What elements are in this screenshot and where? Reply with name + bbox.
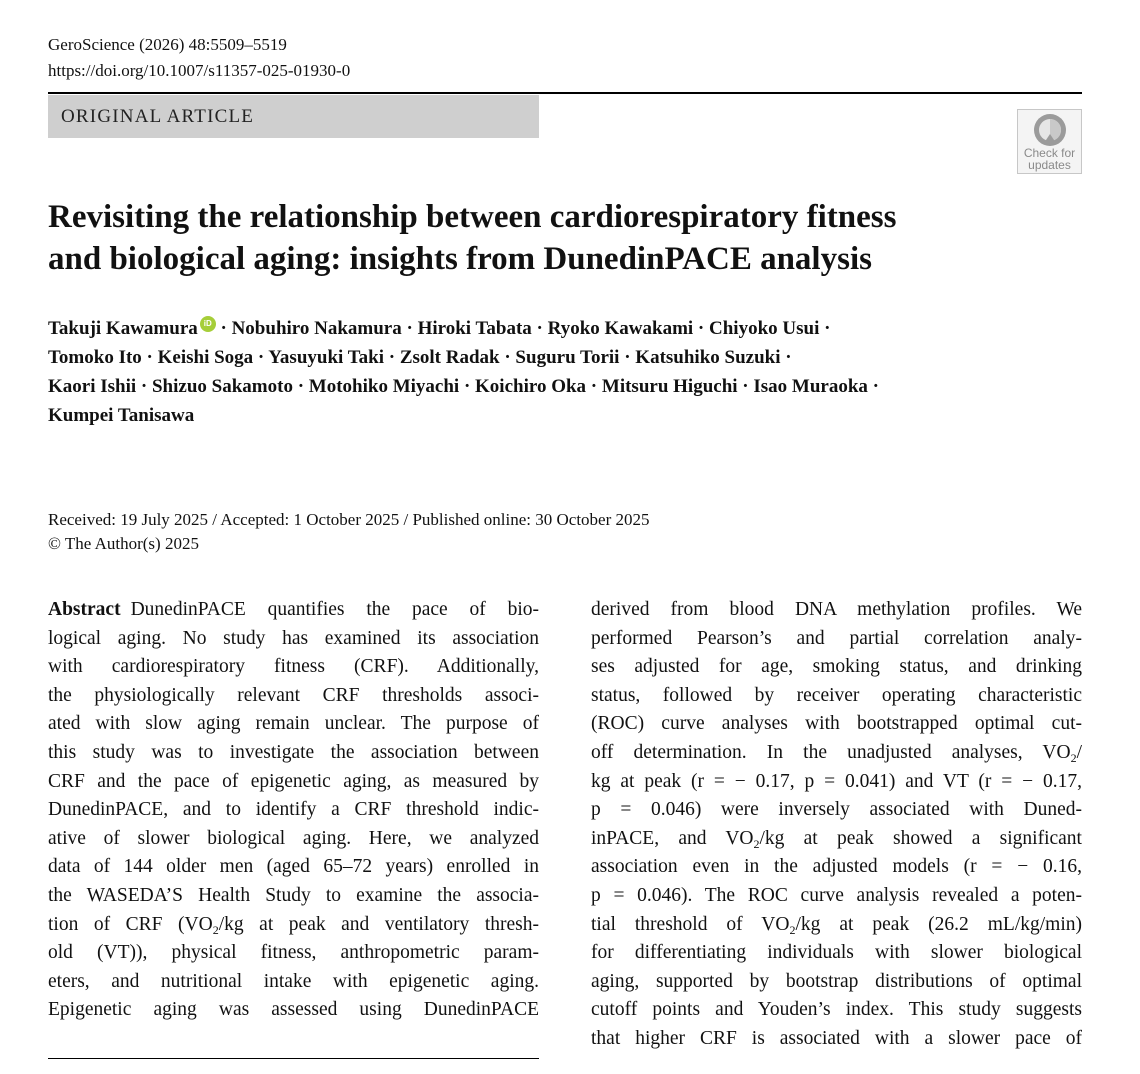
authors-line-3: Kaori Ishii · Shizuo Sakamoto · Motohiko Miyachi · Koichiro Oka · Mitsuru Higuchi · Isao Muraoka · [48,376,879,397]
abstract-right-line: inPACE, and $VO_2/kg$ at peak showed a significant [591,827,1082,851]
abstract-left-line: DunedinPACE, and to identify a CRF threshold indic- [48,799,539,821]
abstract-left-line: eters, and nutritional intake with epigenetic aging. [48,970,539,992]
abstract-right-line: association even in the adjusted models (r = − 0.16, [591,856,1082,878]
author-list [48,314,1088,430]
abstract-left-line: with cardiorespiratory fitness (CRF). Additionally, [48,656,539,678]
abstract-right-line: p = 0.046) were inversely associated with Duned- [591,799,1082,821]
publication-dates [48,508,650,556]
journal-citation: GeroScience (2026) 48:5509–5519 [48,35,287,54]
abstract-right-line: for differentiating individuals with slower biological [591,942,1082,964]
check-updates-line2: updates [1028,158,1071,172]
title-line-2: and biological aging: insights from DunedinPACE analysis [48,241,872,277]
abstract-left-line: Abstract DunedinPACE quantifies the pace of bio- [48,599,539,620]
check-for-updates-button[interactable] [1017,109,1082,174]
orcid-icon[interactable]: iD [200,316,216,332]
abstract-right-line: that higher CRF is associated with a slower pace of [591,1027,1082,1049]
abstract-left-line: old (VT)), physical fitness, anthropometric param- [48,942,539,964]
authors-line-1-rest: · Nobuhiro Nakamura · Hiroki Tabata · Ryoko Kawakami · Chiyoko Usui · [215,318,831,339]
received-accepted-published: Received: 19 July 2025 / Accepted: 1 October 2025 / Published online: 30 October 2025 [48,510,650,529]
authors-line-4: Kumpei Tanisawa [48,405,195,426]
abstract-right-line: tial threshold of $VO_2/kg$ at peak (26.2 mL/kg/min) [591,913,1082,937]
article-type-banner: ORIGINAL ARTICLE [48,95,539,138]
article-title [48,196,1088,280]
copyright: © The Author(s) 2025 [48,534,199,553]
abstract-heading: Abstract [48,599,121,620]
abstract-left-line: ative of slower biological aging. Here, we analyzed [48,827,539,849]
footnote-rule [48,1058,539,1059]
check-updates-icon [1033,113,1067,147]
abstract-left-line: tion of CRF ($VO_2/kg$ at peak and ventilatory thresh- [48,913,539,937]
abstract-left-line: ated with slow aging remain unclear. The purpose of [48,713,539,735]
title-line-1: Revisiting the relationship between cardiorespiratory fitness [48,199,897,235]
abstract-right-line: cutoff points and Youden’s index. This study suggests [591,999,1082,1021]
abstract-right-line: kg at peak (r = − 0.17, p = 0.041) and VT (r = − 0.17, [591,770,1082,792]
abstract-right-line: performed Pearson’s and partial correlation analy- [591,627,1082,649]
abstract-right-line: aging, supported by bootstrap distributions of optimal [591,970,1082,992]
abstract-left-line: Epigenetic aging was assessed using DunedinPACE [48,999,539,1021]
check-updates-line1: Check for [1023,146,1076,160]
abstract-left-column [48,596,539,1025]
journal-header [48,32,350,84]
abstract-left-line: this study was to investigate the association between [48,741,539,763]
first-author[interactable]: Takuji Kawamura [48,318,198,339]
abstract-right-line: ses adjusted for age, smoking status, and drinking [591,656,1082,678]
authors-line-1 [48,314,1088,343]
header-rule [48,92,1082,94]
abstract-left-line: the WASEDA’S Health Study to examine the associa- [48,884,539,906]
abstract-right-line: off determination. In the unadjusted analyses, $VO_2/$ [591,741,1082,765]
abstract-right-line: status, followed by receiver operating characteristic [591,684,1082,706]
abstract-left-line: CRF and the pace of epigenetic aging, as measured by [48,770,539,792]
abstract-left-line: data of 144 older men (aged 65–72 years) enrolled in [48,856,539,878]
abstract-right-line: p = 0.046). The ROC curve analysis revealed a poten- [591,884,1082,906]
abstract-right-column [591,596,1082,1054]
abstract-left-line: logical aging. No study has examined its association [48,627,539,649]
abstract-right-line: (ROC) curve analyses with bootstrapped optimal cut- [591,713,1082,735]
abstract-left-line: the physiologically relevant CRF thresholds associ- [48,684,539,706]
authors-line-2: Tomoko Ito · Keishi Soga · Yasuyuki Taki · Zsolt Radak · Suguru Torii · Katsuhiko Suzuki · [48,347,792,368]
abstract-right-line: derived from blood DNA methylation profiles. We [591,599,1082,620]
doi-link[interactable]: https://doi.org/10.1007/s11357-025-01930-0 [48,61,351,80]
